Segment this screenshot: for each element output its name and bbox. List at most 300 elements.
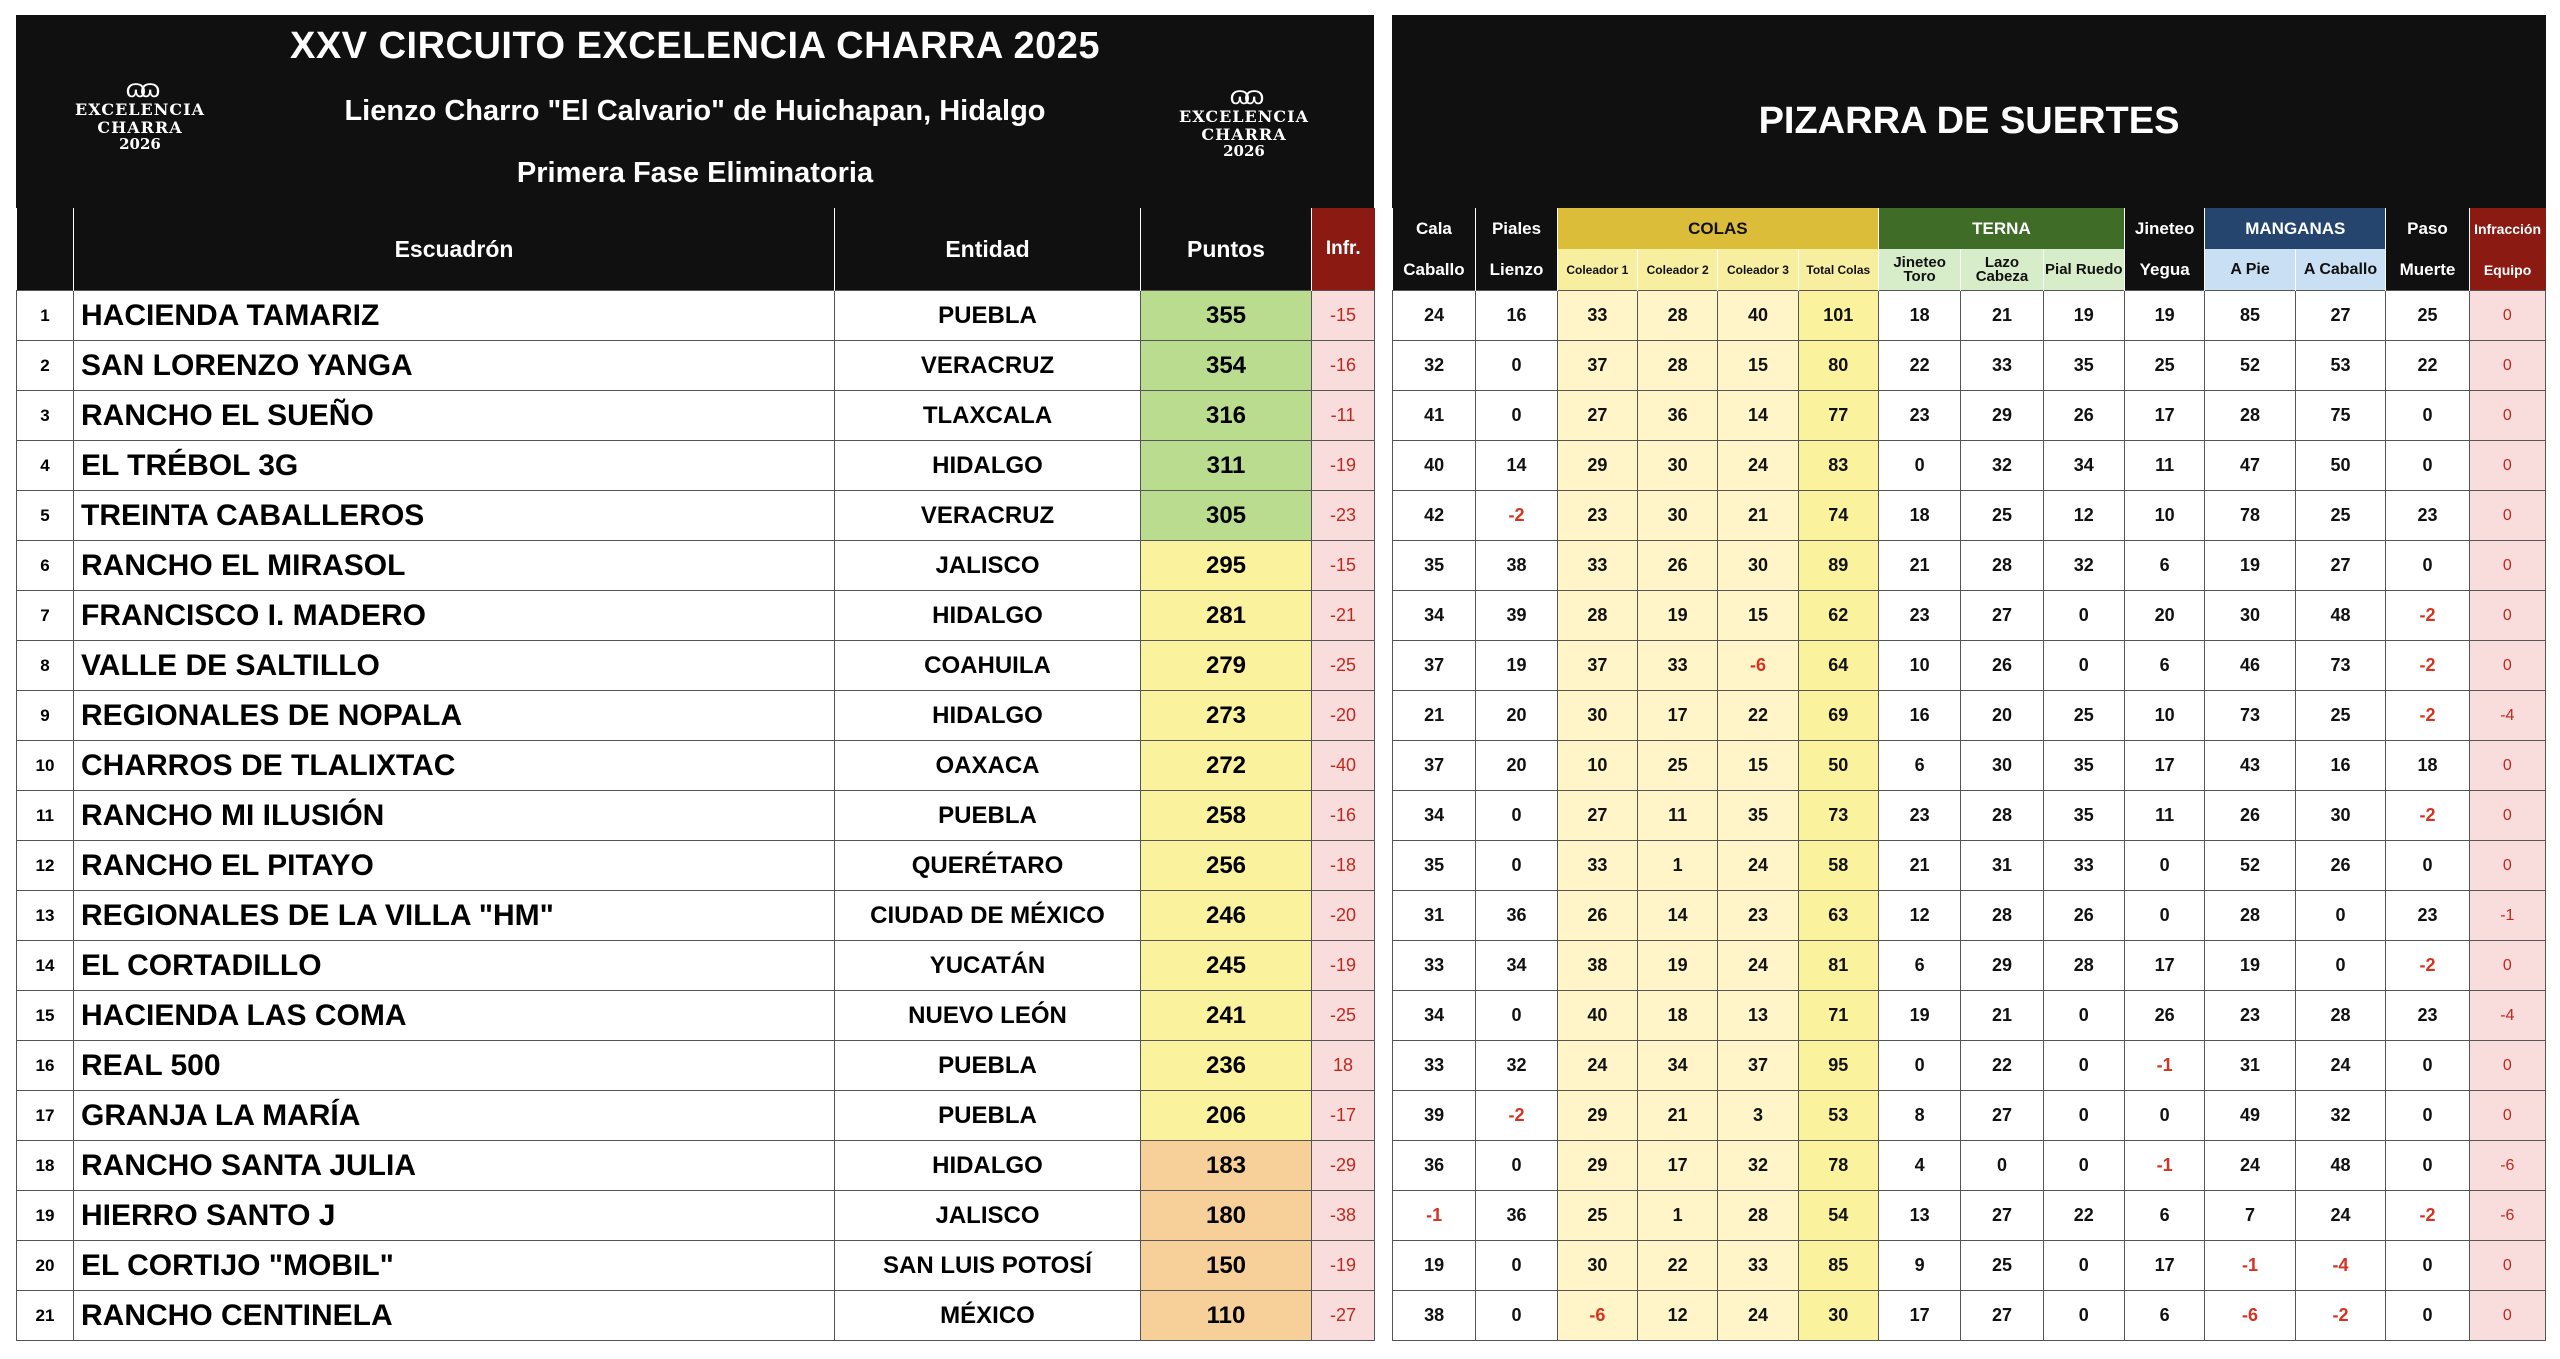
horseshoe-emblem-icon: ɷɷ	[125, 73, 155, 103]
points-cell: 180	[1141, 1191, 1312, 1241]
coleador-3-cell: 14	[1718, 391, 1798, 441]
table-row	[1393, 791, 2546, 841]
team-name-cell: RANCHO MI ILUSIÓN	[74, 791, 835, 841]
infractions-cell: -18	[1312, 841, 1375, 891]
infractions-cell: -25	[1312, 991, 1375, 1041]
jineteo-yegua-cell: 6	[2124, 1191, 2204, 1241]
coleador-1-cell: 38	[1557, 941, 1637, 991]
infractions-cell: -19	[1312, 1241, 1375, 1291]
mangana-a-caballo-cell: 28	[2295, 991, 2386, 1041]
total-colas-cell: 89	[1798, 541, 1878, 591]
cala-caballo-cell: 19	[1393, 1241, 1476, 1291]
table-row	[1393, 391, 2546, 441]
team-name-cell: RANCHO EL PITAYO	[74, 841, 835, 891]
coleador-2-cell: 22	[1638, 1241, 1718, 1291]
position-cell: 14	[17, 941, 74, 991]
total-colas-cell: 63	[1798, 891, 1878, 941]
team-name-cell: EL TRÉBOL 3G	[74, 441, 835, 491]
piales-lienzo-cell: 0	[1476, 791, 1557, 841]
entity-cell: HIDALGO	[835, 591, 1141, 641]
lazo-cabeza-cell: 27	[1961, 1191, 2043, 1241]
piales-lienzo-cell: 0	[1476, 841, 1557, 891]
lazo-cabeza-cell: 22	[1961, 1041, 2043, 1091]
mangana-a-pie-cell: 43	[2205, 741, 2295, 791]
coleador-1-cell: 33	[1557, 841, 1637, 891]
mangana-a-caballo-cell: -4	[2295, 1241, 2386, 1291]
team-name-cell: HACIENDA LAS COMA	[74, 991, 835, 1041]
position-cell: 6	[17, 541, 74, 591]
points-cell: 305	[1141, 491, 1312, 541]
jineteo-yegua-cell: -1	[2124, 1041, 2204, 1091]
piales-lienzo-cell: 0	[1476, 341, 1557, 391]
coleador-1-cell: 30	[1557, 691, 1637, 741]
mangana-a-caballo-cell: 0	[2295, 941, 2386, 991]
infractions-cell: -21	[1312, 591, 1375, 641]
standings-header-row	[17, 208, 1375, 291]
coleador-3-cell: -6	[1718, 641, 1798, 691]
total-colas-cell: 95	[1798, 1041, 1878, 1091]
table-row	[1393, 941, 2546, 991]
entity-cell: YUCATÁN	[835, 941, 1141, 991]
entity-cell: COAHUILA	[835, 641, 1141, 691]
cala-caballo-cell: 40	[1393, 441, 1476, 491]
cala-caballo-cell: 37	[1393, 641, 1476, 691]
piales-lienzo-cell: 20	[1476, 741, 1557, 791]
jineteo-yegua-cell: 11	[2124, 441, 2204, 491]
coleador-2-cell: 18	[1638, 991, 1718, 1041]
team-name-cell: RANCHO CENTINELA	[74, 1291, 835, 1341]
team-name-cell: REGIONALES DE LA VILLA "HM"	[74, 891, 835, 941]
paso-muerte-cell: 18	[2386, 741, 2469, 791]
total-colas-cell: 73	[1798, 791, 1878, 841]
excelencia-charra-logo	[1134, 82, 1354, 159]
table-row	[17, 491, 1375, 541]
position-cell: 16	[17, 1041, 74, 1091]
table-row	[1393, 1241, 2546, 1291]
table-row	[17, 841, 1375, 891]
table-row	[1393, 991, 2546, 1041]
mangana-a-caballo-cell: 0	[2295, 891, 2386, 941]
coleador-2-cell: 19	[1638, 591, 1718, 641]
position-cell: 7	[17, 591, 74, 641]
cala-caballo-cell: 33	[1393, 941, 1476, 991]
paso-muerte-cell: 0	[2386, 1141, 2469, 1191]
yegua-header: Yegua	[2124, 249, 2204, 291]
points-cell: 272	[1141, 741, 1312, 791]
infractions-cell: -11	[1312, 391, 1375, 441]
coleador-1-cell: 10	[1557, 741, 1637, 791]
coleador-3-cell: 33	[1718, 1241, 1798, 1291]
jineteo-header: Jineteo	[2124, 208, 2204, 249]
suertes-table	[1392, 208, 2546, 1341]
mangana-a-caballo-cell: 27	[2295, 541, 2386, 591]
coleador-1-cell: 28	[1557, 591, 1637, 641]
pial-ruedo-cell: 35	[2043, 741, 2124, 791]
coleador-3-cell: 30	[1718, 541, 1798, 591]
scoreboard-header	[1392, 15, 2546, 208]
entity-cell: PUEBLA	[835, 791, 1141, 841]
points-cell: 183	[1141, 1141, 1312, 1191]
coleador-2-cell: 36	[1638, 391, 1718, 441]
cala-caballo-cell: -1	[1393, 1191, 1476, 1241]
table-row	[17, 991, 1375, 1041]
pial-ruedo-cell: 0	[2043, 991, 2124, 1041]
total-colas-cell: 69	[1798, 691, 1878, 741]
total-colas-cell: 101	[1798, 291, 1878, 341]
cala-caballo-cell: 35	[1393, 841, 1476, 891]
points-cell: 206	[1141, 1091, 1312, 1141]
jineteo-toro-cell: 16	[1878, 691, 1960, 741]
team-name-cell: REGIONALES DE NOPALA	[74, 691, 835, 741]
jineteo-toro-cell: 12	[1878, 891, 1960, 941]
infractions-cell: -15	[1312, 541, 1375, 591]
lazo-cabeza-cell: 21	[1961, 291, 2043, 341]
infraccion-equipo-cell: 0	[2469, 491, 2545, 541]
points-cell: 311	[1141, 441, 1312, 491]
table-row	[17, 791, 1375, 841]
coleador-1-cell: 27	[1557, 791, 1637, 841]
lazo-cabeza-cell: 27	[1961, 591, 2043, 641]
lazo-cabeza-cell: 27	[1961, 1291, 2043, 1341]
position-cell: 2	[17, 341, 74, 391]
infraccion-equipo-cell: 0	[2469, 1091, 2545, 1141]
team-name-cell: RANCHO EL SUEÑO	[74, 391, 835, 441]
jineteo-toro-cell: 9	[1878, 1241, 1960, 1291]
piales-lienzo-cell: 36	[1476, 1191, 1557, 1241]
infractions-cell: -17	[1312, 1091, 1375, 1141]
infractions-cell: -29	[1312, 1141, 1375, 1191]
mangana-a-pie-cell: 19	[2205, 941, 2295, 991]
coleador-2-cell: 12	[1638, 1291, 1718, 1341]
piales-lienzo-cell: 16	[1476, 291, 1557, 341]
jineteo-yegua-cell: 10	[2124, 491, 2204, 541]
coleador-3-cell: 32	[1718, 1141, 1798, 1191]
position-cell: 13	[17, 891, 74, 941]
piales-lienzo-cell: 34	[1476, 941, 1557, 991]
jineteo-toro-cell: 18	[1878, 291, 1960, 341]
position-cell: 1	[17, 291, 74, 341]
total-colas-header: Total Colas	[1798, 249, 1878, 291]
coleador-2-cell: 21	[1638, 1091, 1718, 1141]
table-row	[17, 641, 1375, 691]
coleador-3-cell: 37	[1718, 1041, 1798, 1091]
pial-ruedo-header: Pial Ruedo	[2043, 249, 2124, 291]
total-colas-cell: 30	[1798, 1291, 1878, 1341]
coleador-2-header: Coleador 2	[1638, 249, 1718, 291]
coleador-1-cell: 23	[1557, 491, 1637, 541]
coleador-1-cell: 29	[1557, 1091, 1637, 1141]
infractions-cell: 18	[1312, 1041, 1375, 1091]
team-name-cell: SAN LORENZO YANGA	[74, 341, 835, 391]
scoreboard-panel	[1392, 15, 2546, 1341]
total-colas-cell: 71	[1798, 991, 1878, 1041]
jineteo-yegua-cell: 25	[2124, 341, 2204, 391]
terna-group-header: TERNA	[1878, 208, 2124, 249]
piales-lienzo-cell: -2	[1476, 491, 1557, 541]
total-colas-cell: 83	[1798, 441, 1878, 491]
total-colas-cell: 77	[1798, 391, 1878, 441]
position-cell: 11	[17, 791, 74, 841]
logo-year: 2026	[1223, 142, 1265, 160]
points-cell: 355	[1141, 291, 1312, 341]
position-cell: 10	[17, 741, 74, 791]
entity-cell: HIDALGO	[835, 691, 1141, 741]
coleador-3-cell: 13	[1718, 991, 1798, 1041]
points-cell: 316	[1141, 391, 1312, 441]
entity-column-header: Entidad	[835, 208, 1141, 291]
cala-caballo-cell: 34	[1393, 991, 1476, 1041]
table-row	[1393, 341, 2546, 391]
infraccion-equipo-cell: 0	[2469, 1291, 2545, 1341]
piales-header: Piales	[1476, 208, 1557, 249]
lazo-cabeza-cell: 31	[1961, 841, 2043, 891]
cala-caballo-cell: 32	[1393, 341, 1476, 391]
muerte-header: Muerte	[2386, 249, 2469, 291]
entity-cell: HIDALGO	[835, 1141, 1141, 1191]
table-row	[1393, 591, 2546, 641]
points-cell: 245	[1141, 941, 1312, 991]
table-row	[17, 891, 1375, 941]
mangana-a-pie-cell: 46	[2205, 641, 2295, 691]
cala-caballo-cell: 34	[1393, 791, 1476, 841]
pial-ruedo-cell: 0	[2043, 591, 2124, 641]
coleador-2-cell: 28	[1638, 291, 1718, 341]
infraccion-equipo-cell: -4	[2469, 991, 2545, 1041]
piales-lienzo-cell: 39	[1476, 591, 1557, 641]
table-row	[1393, 841, 2546, 891]
table-row	[1393, 541, 2546, 591]
coleador-2-cell: 11	[1638, 791, 1718, 841]
jineteo-yegua-cell: 17	[2124, 1241, 2204, 1291]
coleador-3-cell: 28	[1718, 1191, 1798, 1241]
position-cell: 18	[17, 1141, 74, 1191]
paso-muerte-cell: -2	[2386, 1191, 2469, 1241]
manganas-group-header: MANGANAS	[2205, 208, 2386, 249]
entity-cell: PUEBLA	[835, 1041, 1141, 1091]
colas-group-header: COLAS	[1557, 208, 1878, 249]
table-row	[17, 741, 1375, 791]
infraccion-equipo-cell: -4	[2469, 691, 2545, 741]
table-row	[17, 941, 1375, 991]
points-cell: 241	[1141, 991, 1312, 1041]
jineteo-yegua-cell: 17	[2124, 941, 2204, 991]
mangana-a-caballo-cell: 26	[2295, 841, 2386, 891]
jineteo-toro-cell: 17	[1878, 1291, 1960, 1341]
mangana-a-caballo-cell: 32	[2295, 1091, 2386, 1141]
jineteo-yegua-cell: -1	[2124, 1141, 2204, 1191]
piales-lienzo-cell: 36	[1476, 891, 1557, 941]
total-colas-cell: 74	[1798, 491, 1878, 541]
pial-ruedo-cell: 35	[2043, 791, 2124, 841]
pial-ruedo-cell: 0	[2043, 1241, 2124, 1291]
jineteo-yegua-cell: 17	[2124, 741, 2204, 791]
paso-muerte-cell: 25	[2386, 291, 2469, 341]
caballo-header: Caballo	[1393, 249, 1476, 291]
coleador-2-cell: 17	[1638, 1141, 1718, 1191]
infractions-cell: -25	[1312, 641, 1375, 691]
infractions-cell: -27	[1312, 1291, 1375, 1341]
paso-muerte-cell: 23	[2386, 491, 2469, 541]
pial-ruedo-cell: 33	[2043, 841, 2124, 891]
piales-lienzo-cell: 0	[1476, 991, 1557, 1041]
piales-lienzo-cell: 14	[1476, 441, 1557, 491]
infraccion-equipo-cell: 0	[2469, 791, 2545, 841]
piales-lienzo-cell: -2	[1476, 1091, 1557, 1141]
mangana-a-caballo-cell: 73	[2295, 641, 2386, 691]
cala-caballo-cell: 33	[1393, 1041, 1476, 1091]
total-colas-cell: 81	[1798, 941, 1878, 991]
coleador-1-cell: 29	[1557, 1141, 1637, 1191]
paso-muerte-cell: 0	[2386, 841, 2469, 891]
jineteo-toro-cell: 18	[1878, 491, 1960, 541]
table-row	[1393, 1091, 2546, 1141]
position-cell: 21	[17, 1291, 74, 1341]
total-colas-cell: 78	[1798, 1141, 1878, 1191]
points-cell: 295	[1141, 541, 1312, 591]
lazo-cabeza-cell: 25	[1961, 491, 2043, 541]
paso-muerte-cell: 23	[2386, 991, 2469, 1041]
lazo-cabeza-cell: 25	[1961, 1241, 2043, 1291]
table-row	[17, 1291, 1375, 1341]
position-cell: 20	[17, 1241, 74, 1291]
points-cell: 281	[1141, 591, 1312, 641]
coleador-3-cell: 24	[1718, 841, 1798, 891]
pial-ruedo-cell: 32	[2043, 541, 2124, 591]
pial-ruedo-cell: 34	[2043, 441, 2124, 491]
mangana-a-caballo-cell: 27	[2295, 291, 2386, 341]
entity-cell: JALISCO	[835, 1191, 1141, 1241]
entity-cell: CIUDAD DE MÉXICO	[835, 891, 1141, 941]
pial-ruedo-cell: 0	[2043, 1091, 2124, 1141]
mangana-a-caballo-cell: 24	[2295, 1041, 2386, 1091]
coleador-2-cell: 30	[1638, 441, 1718, 491]
paso-muerte-cell: 0	[2386, 1241, 2469, 1291]
total-colas-cell: 80	[1798, 341, 1878, 391]
coleador-2-cell: 34	[1638, 1041, 1718, 1091]
mangana-a-pie-cell: 28	[2205, 391, 2295, 441]
pial-ruedo-cell: 22	[2043, 1191, 2124, 1241]
horseshoe-emblem-icon: ɷɷ	[1229, 80, 1259, 110]
entity-cell: PUEBLA	[835, 291, 1141, 341]
mangana-a-pie-cell: 30	[2205, 591, 2295, 641]
cala-header: Cala	[1393, 208, 1476, 249]
mangana-a-pie-cell: -1	[2205, 1241, 2295, 1291]
team-name-cell: VALLE DE SALTILLO	[74, 641, 835, 691]
coleador-2-cell: 17	[1638, 691, 1718, 741]
infraccion-equipo-cell: 0	[2469, 441, 2545, 491]
coleador-2-cell: 30	[1638, 491, 1718, 541]
venue-subtitle: Lienzo Charro "El Calvario" de Huichapan, Hidalgo	[344, 95, 1046, 127]
entity-cell: MÉXICO	[835, 1291, 1141, 1341]
coleador-3-cell: 35	[1718, 791, 1798, 841]
table-row	[17, 591, 1375, 641]
piales-lienzo-cell: 0	[1476, 1141, 1557, 1191]
piales-lienzo-cell: 0	[1476, 391, 1557, 441]
paso-muerte-cell: -2	[2386, 791, 2469, 841]
coleador-3-cell: 21	[1718, 491, 1798, 541]
infraccion-equipo-cell: 0	[2469, 641, 2545, 691]
lazo-cabeza-cell: 0	[1961, 1141, 2043, 1191]
mangana-a-caballo-cell: 50	[2295, 441, 2386, 491]
pial-ruedo-cell: 0	[2043, 1291, 2124, 1341]
position-cell: 3	[17, 391, 74, 441]
position-cell: 12	[17, 841, 74, 891]
logo-name: EXCELENCIA CHARRA	[1179, 107, 1309, 144]
infraccion-equipo-cell: 0	[2469, 541, 2545, 591]
logo-name: EXCELENCIA CHARRA	[75, 100, 205, 137]
entity-cell: VERACRUZ	[835, 341, 1141, 391]
cala-caballo-cell: 35	[1393, 541, 1476, 591]
total-colas-cell: 62	[1798, 591, 1878, 641]
points-column-header: Puntos	[1141, 208, 1312, 291]
mangana-a-pie-cell: 73	[2205, 691, 2295, 741]
standings-panel	[16, 15, 1374, 1341]
lazo-cabeza-cell: 33	[1961, 341, 2043, 391]
phase-subtitle: Primera Fase Eliminatoria	[516, 157, 874, 189]
jineteo-toro-header: Jineteo Toro	[1878, 249, 1960, 291]
lazo-cabeza-cell: 28	[1961, 541, 2043, 591]
table-row	[1393, 1191, 2546, 1241]
table-row	[17, 541, 1375, 591]
jineteo-yegua-cell: 19	[2124, 291, 2204, 341]
coleador-1-header: Coleador 1	[1557, 249, 1637, 291]
infractions-cell: -19	[1312, 441, 1375, 491]
cala-caballo-cell: 34	[1393, 591, 1476, 641]
paso-muerte-cell: 0	[2386, 541, 2469, 591]
total-colas-cell: 54	[1798, 1191, 1878, 1241]
mangana-a-pie-cell: -6	[2205, 1291, 2295, 1341]
paso-header: Paso	[2386, 208, 2469, 249]
coleador-2-cell: 14	[1638, 891, 1718, 941]
team-name-cell: FRANCISCO I. MADERO	[74, 591, 835, 641]
coleador-1-cell: 29	[1557, 441, 1637, 491]
mangana-a-pie-cell: 85	[2205, 291, 2295, 341]
lazo-cabeza-cell: 30	[1961, 741, 2043, 791]
jineteo-yegua-cell: 0	[2124, 841, 2204, 891]
mangana-a-caballo-cell: 25	[2295, 691, 2386, 741]
infractions-cell: -40	[1312, 741, 1375, 791]
cala-caballo-cell: 36	[1393, 1141, 1476, 1191]
lazo-cabeza-header: Lazo Cabeza	[1961, 249, 2043, 291]
coleador-3-cell: 3	[1718, 1091, 1798, 1141]
infractions-cell: -16	[1312, 791, 1375, 841]
coleador-3-cell: 24	[1718, 1291, 1798, 1341]
pial-ruedo-cell: 26	[2043, 391, 2124, 441]
total-colas-cell: 58	[1798, 841, 1878, 891]
coleador-1-cell: -6	[1557, 1291, 1637, 1341]
position-cell: 4	[17, 441, 74, 491]
total-colas-cell: 85	[1798, 1241, 1878, 1291]
piales-lienzo-cell: 0	[1476, 1291, 1557, 1341]
a-pie-header: A Pie	[2205, 249, 2295, 291]
coleador-3-cell: 24	[1718, 941, 1798, 991]
jineteo-toro-cell: 23	[1878, 791, 1960, 841]
lienzo-header: Lienzo	[1476, 249, 1557, 291]
position-cell: 19	[17, 1191, 74, 1241]
mangana-a-pie-cell: 26	[2205, 791, 2295, 841]
mangana-a-pie-cell: 28	[2205, 891, 2295, 941]
team-name-cell: REAL 500	[74, 1041, 835, 1091]
pial-ruedo-cell: 0	[2043, 1041, 2124, 1091]
infractions-cell: -20	[1312, 891, 1375, 941]
cala-caballo-cell: 37	[1393, 741, 1476, 791]
scoreboard-title: PIZARRA DE SUERTES	[1758, 100, 2180, 142]
jineteo-toro-cell: 0	[1878, 441, 1960, 491]
entity-cell: PUEBLA	[835, 1091, 1141, 1141]
cala-caballo-cell: 38	[1393, 1291, 1476, 1341]
piales-lienzo-cell: 32	[1476, 1041, 1557, 1091]
team-name-cell: HIERRO SANTO J	[74, 1191, 835, 1241]
